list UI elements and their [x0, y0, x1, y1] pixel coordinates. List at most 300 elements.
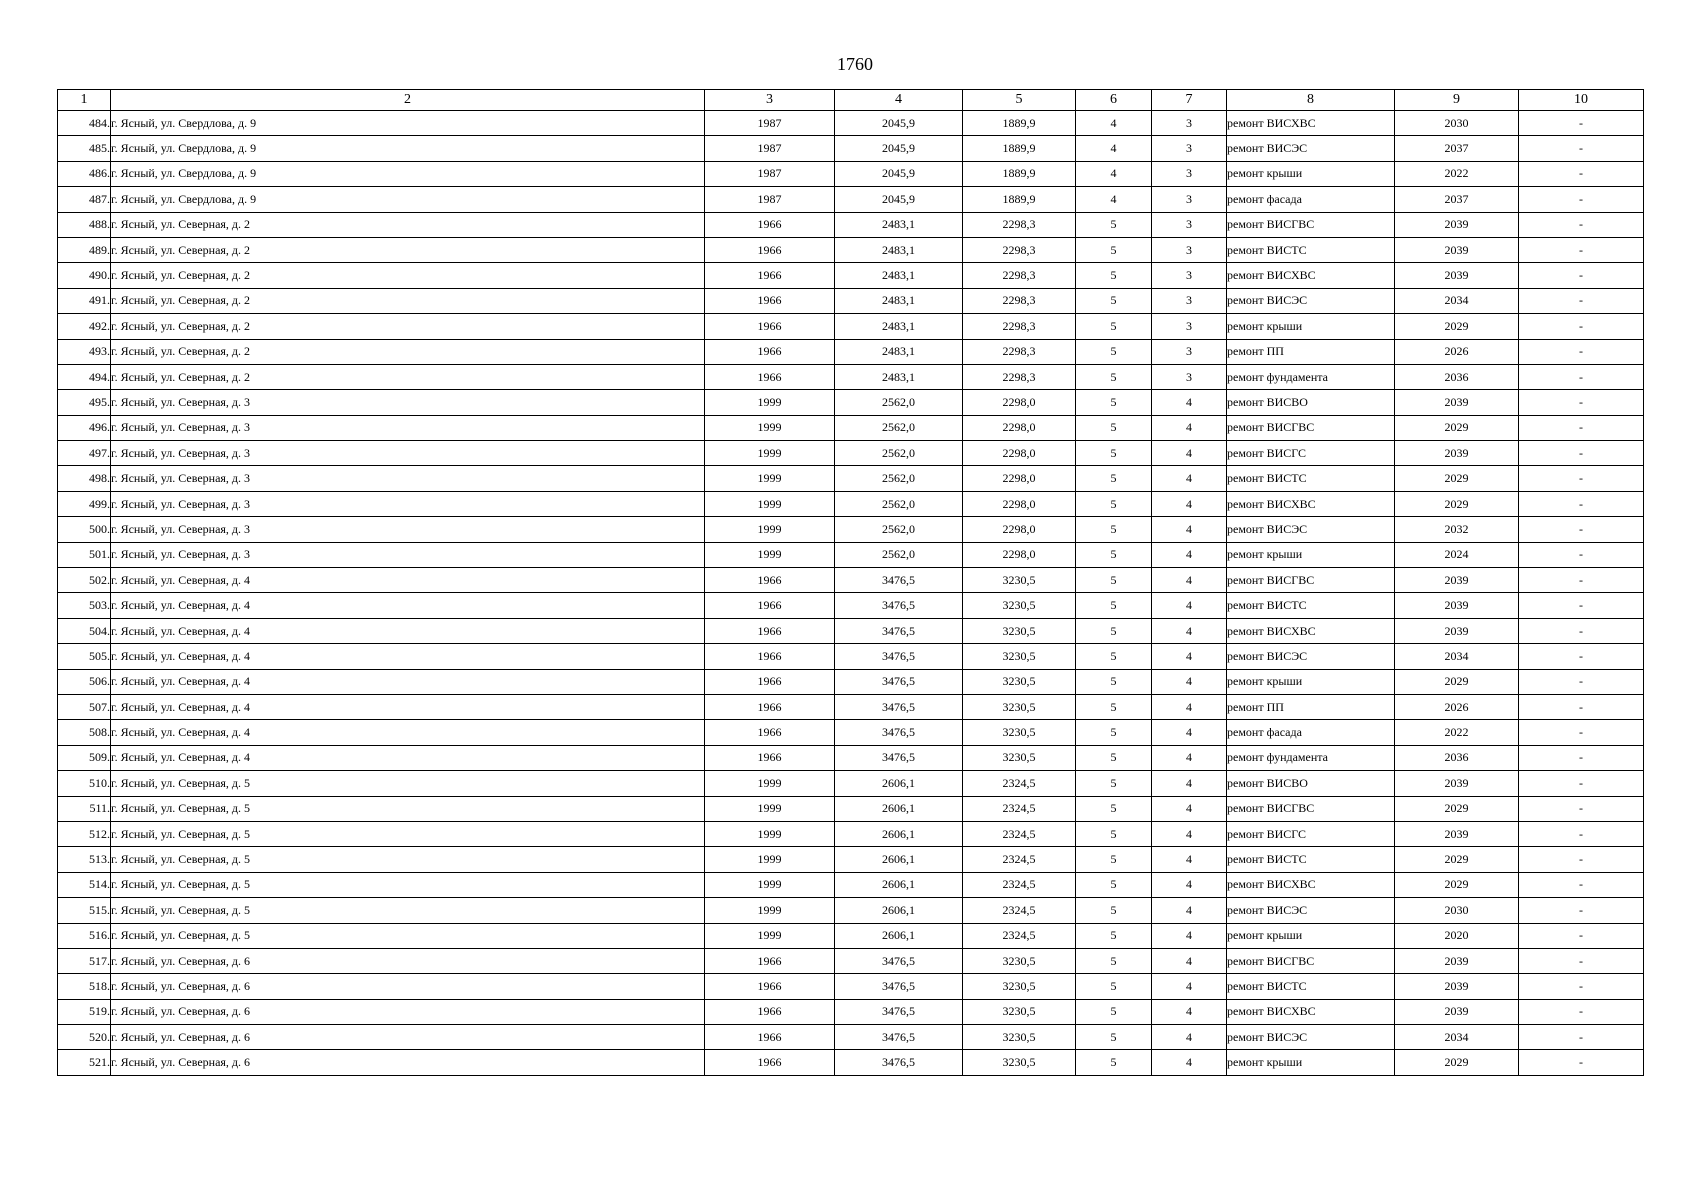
address-cell: г. Ясный, ул. Северная, д. 2: [111, 314, 705, 339]
total-area-cell: 2562,0: [835, 542, 963, 567]
address-cell: г. Ясный, ул. Северная, д. 2: [111, 263, 705, 288]
planned-year-cell: 2026: [1395, 339, 1519, 364]
total-area-cell: 3476,5: [835, 644, 963, 669]
year-built-cell: 1966: [705, 212, 835, 237]
year-built-cell: 1999: [705, 923, 835, 948]
floors-cell: 5: [1076, 669, 1152, 694]
row-number-cell: 511.: [58, 796, 111, 821]
floors-cell: 5: [1076, 1025, 1152, 1050]
row-number-cell: 484.: [58, 111, 111, 136]
table-row: [58, 644, 1644, 669]
row-number-cell: 498.: [58, 466, 111, 491]
total-area-cell: 3476,5: [835, 1025, 963, 1050]
floors-cell: 5: [1076, 314, 1152, 339]
floors-cell: 5: [1076, 1050, 1152, 1075]
total-area-cell: 2562,0: [835, 415, 963, 440]
row-number-cell: 490.: [58, 263, 111, 288]
total-area-cell: 2606,1: [835, 872, 963, 897]
note-cell: -: [1519, 948, 1644, 973]
total-area-cell: 3476,5: [835, 593, 963, 618]
total-area-cell: 2483,1: [835, 237, 963, 262]
total-area-cell: 3476,5: [835, 1050, 963, 1075]
row-number-cell: 512.: [58, 821, 111, 846]
planned-year-cell: 2030: [1395, 898, 1519, 923]
row-number-cell: 495.: [58, 390, 111, 415]
note-cell: -: [1519, 999, 1644, 1024]
address-cell: г. Ясный, ул. Северная, д. 3: [111, 466, 705, 491]
living-area-cell: 2324,5: [963, 796, 1076, 821]
address-cell: г. Ясный, ул. Северная, д. 3: [111, 491, 705, 516]
floors-cell: 5: [1076, 948, 1152, 973]
row-number-cell: 508.: [58, 720, 111, 745]
entrances-cell: 3: [1152, 339, 1227, 364]
year-built-cell: 1999: [705, 898, 835, 923]
note-cell: -: [1519, 263, 1644, 288]
work-type-cell: ремонт ВИСЭС: [1227, 1025, 1395, 1050]
living-area-cell: 2324,5: [963, 821, 1076, 846]
table-row: [58, 237, 1644, 262]
row-number-cell: 514.: [58, 872, 111, 897]
note-cell: -: [1519, 821, 1644, 846]
note-cell: -: [1519, 339, 1644, 364]
total-area-cell: 2562,0: [835, 390, 963, 415]
planned-year-cell: 2039: [1395, 441, 1519, 466]
floors-cell: 5: [1076, 898, 1152, 923]
year-built-cell: 1999: [705, 466, 835, 491]
address-cell: г. Ясный, ул. Северная, д. 2: [111, 237, 705, 262]
planned-year-cell: 2029: [1395, 491, 1519, 516]
table-row: [58, 593, 1644, 618]
floors-cell: 5: [1076, 694, 1152, 719]
living-area-cell: 3230,5: [963, 974, 1076, 999]
total-area-cell: 3476,5: [835, 948, 963, 973]
note-cell: -: [1519, 694, 1644, 719]
planned-year-cell: 2039: [1395, 974, 1519, 999]
year-built-cell: 1999: [705, 542, 835, 567]
table-row: [58, 187, 1644, 212]
note-cell: -: [1519, 923, 1644, 948]
table-row: [58, 390, 1644, 415]
note-cell: -: [1519, 1050, 1644, 1075]
entrances-cell: 4: [1152, 821, 1227, 846]
living-area-cell: 3230,5: [963, 745, 1076, 770]
note-cell: -: [1519, 136, 1644, 161]
work-type-cell: ремонт ПП: [1227, 339, 1395, 364]
address-cell: г. Ясный, ул. Северная, д. 4: [111, 720, 705, 745]
note-cell: -: [1519, 466, 1644, 491]
entrances-cell: 3: [1152, 136, 1227, 161]
planned-year-cell: 2039: [1395, 237, 1519, 262]
total-area-cell: 2483,1: [835, 314, 963, 339]
planned-year-cell: 2034: [1395, 644, 1519, 669]
table-row: [58, 542, 1644, 567]
row-number-cell: 513.: [58, 847, 111, 872]
work-type-cell: ремонт крыши: [1227, 1050, 1395, 1075]
total-area-cell: 2483,1: [835, 288, 963, 313]
entrances-cell: 4: [1152, 999, 1227, 1024]
note-cell: -: [1519, 542, 1644, 567]
address-cell: г. Ясный, ул. Свердлова, д. 9: [111, 136, 705, 161]
table-row: [58, 898, 1644, 923]
planned-year-cell: 2039: [1395, 618, 1519, 643]
column-header-3: 3: [705, 90, 835, 111]
entrances-cell: 4: [1152, 720, 1227, 745]
table-row: [58, 161, 1644, 186]
address-cell: г. Ясный, ул. Северная, д. 4: [111, 618, 705, 643]
planned-year-cell: 2039: [1395, 390, 1519, 415]
floors-cell: 5: [1076, 568, 1152, 593]
work-type-cell: ремонт ВИСХВС: [1227, 111, 1395, 136]
year-built-cell: 1966: [705, 1025, 835, 1050]
address-cell: г. Ясный, ул. Северная, д. 3: [111, 542, 705, 567]
row-number-cell: 504.: [58, 618, 111, 643]
address-cell: г. Ясный, ул. Северная, д. 4: [111, 644, 705, 669]
address-cell: г. Ясный, ул. Северная, д. 2: [111, 364, 705, 389]
floors-cell: 5: [1076, 593, 1152, 618]
living-area-cell: 2298,0: [963, 466, 1076, 491]
living-area-cell: 2324,5: [963, 771, 1076, 796]
living-area-cell: 2298,3: [963, 288, 1076, 313]
row-number-cell: 491.: [58, 288, 111, 313]
living-area-cell: 3230,5: [963, 669, 1076, 694]
column-header-7: 7: [1152, 90, 1227, 111]
work-type-cell: ремонт ВИСГВС: [1227, 212, 1395, 237]
floors-cell: 5: [1076, 441, 1152, 466]
work-type-cell: ремонт ВИСХВС: [1227, 263, 1395, 288]
address-cell: г. Ясный, ул. Северная, д. 4: [111, 669, 705, 694]
work-type-cell: ремонт фасада: [1227, 187, 1395, 212]
column-header-8: 8: [1227, 90, 1395, 111]
address-cell: г. Ясный, ул. Северная, д. 4: [111, 593, 705, 618]
year-built-cell: 1999: [705, 821, 835, 846]
table-row: [58, 771, 1644, 796]
address-cell: г. Ясный, ул. Северная, д. 5: [111, 898, 705, 923]
address-cell: г. Ясный, ул. Северная, д. 5: [111, 847, 705, 872]
table-row: [58, 1050, 1644, 1075]
living-area-cell: 2298,3: [963, 237, 1076, 262]
total-area-cell: 2045,9: [835, 111, 963, 136]
table-row: [58, 491, 1644, 516]
entrances-cell: 3: [1152, 314, 1227, 339]
note-cell: -: [1519, 314, 1644, 339]
column-header-4: 4: [835, 90, 963, 111]
planned-year-cell: 2037: [1395, 136, 1519, 161]
planned-year-cell: 2029: [1395, 466, 1519, 491]
row-number-cell: 500.: [58, 517, 111, 542]
row-number-cell: 518.: [58, 974, 111, 999]
address-cell: г. Ясный, ул. Северная, д. 6: [111, 974, 705, 999]
entrances-cell: 4: [1152, 923, 1227, 948]
entrances-cell: 4: [1152, 568, 1227, 593]
entrances-cell: 4: [1152, 1025, 1227, 1050]
entrances-cell: 4: [1152, 593, 1227, 618]
address-cell: г. Ясный, ул. Северная, д. 2: [111, 212, 705, 237]
planned-year-cell: 2029: [1395, 415, 1519, 440]
entrances-cell: 4: [1152, 948, 1227, 973]
address-cell: г. Ясный, ул. Северная, д. 4: [111, 568, 705, 593]
total-area-cell: 3476,5: [835, 669, 963, 694]
total-area-cell: 3476,5: [835, 999, 963, 1024]
total-area-cell: 2045,9: [835, 136, 963, 161]
planned-year-cell: 2030: [1395, 111, 1519, 136]
year-built-cell: 1999: [705, 517, 835, 542]
total-area-cell: 2606,1: [835, 898, 963, 923]
note-cell: -: [1519, 796, 1644, 821]
living-area-cell: 2324,5: [963, 847, 1076, 872]
total-area-cell: 2562,0: [835, 441, 963, 466]
planned-year-cell: 2039: [1395, 999, 1519, 1024]
floors-cell: 5: [1076, 796, 1152, 821]
work-type-cell: ремонт ВИСТС: [1227, 847, 1395, 872]
work-type-cell: ремонт ВИСТС: [1227, 593, 1395, 618]
entrances-cell: 4: [1152, 542, 1227, 567]
entrances-cell: 4: [1152, 847, 1227, 872]
work-type-cell: ремонт ВИСТС: [1227, 237, 1395, 262]
year-built-cell: 1966: [705, 314, 835, 339]
work-type-cell: ремонт ПП: [1227, 694, 1395, 719]
total-area-cell: 2606,1: [835, 847, 963, 872]
note-cell: -: [1519, 441, 1644, 466]
year-built-cell: 1966: [705, 237, 835, 262]
work-type-cell: ремонт фундамента: [1227, 745, 1395, 770]
year-built-cell: 1966: [705, 568, 835, 593]
year-built-cell: 1987: [705, 111, 835, 136]
living-area-cell: 2298,0: [963, 390, 1076, 415]
floors-cell: 5: [1076, 466, 1152, 491]
floors-cell: 5: [1076, 872, 1152, 897]
living-area-cell: 2298,3: [963, 339, 1076, 364]
living-area-cell: 3230,5: [963, 1025, 1076, 1050]
total-area-cell: 3476,5: [835, 694, 963, 719]
entrances-cell: 4: [1152, 466, 1227, 491]
floors-cell: 5: [1076, 339, 1152, 364]
table-row: [58, 694, 1644, 719]
total-area-cell: 2483,1: [835, 364, 963, 389]
work-type-cell: ремонт ВИСТС: [1227, 974, 1395, 999]
address-cell: г. Ясный, ул. Северная, д. 5: [111, 771, 705, 796]
year-built-cell: 1999: [705, 390, 835, 415]
work-type-cell: ремонт ВИСГВС: [1227, 948, 1395, 973]
address-cell: г. Ясный, ул. Северная, д. 4: [111, 745, 705, 770]
work-type-cell: ремонт ВИСВО: [1227, 390, 1395, 415]
entrances-cell: 4: [1152, 415, 1227, 440]
planned-year-cell: 2039: [1395, 948, 1519, 973]
table-row: [58, 796, 1644, 821]
year-built-cell: 1966: [705, 288, 835, 313]
address-cell: г. Ясный, ул. Свердлова, д. 9: [111, 187, 705, 212]
work-type-cell: ремонт ВИСЭС: [1227, 517, 1395, 542]
year-built-cell: 1966: [705, 720, 835, 745]
table-row: [58, 669, 1644, 694]
row-number-cell: 497.: [58, 441, 111, 466]
row-number-cell: 489.: [58, 237, 111, 262]
entrances-cell: 4: [1152, 441, 1227, 466]
floors-cell: 5: [1076, 720, 1152, 745]
table-row: [58, 415, 1644, 440]
planned-year-cell: 2029: [1395, 314, 1519, 339]
row-number-cell: 502.: [58, 568, 111, 593]
entrances-cell: 4: [1152, 644, 1227, 669]
living-area-cell: 3230,5: [963, 1050, 1076, 1075]
note-cell: -: [1519, 187, 1644, 212]
living-area-cell: 3230,5: [963, 999, 1076, 1024]
table-row: [58, 364, 1644, 389]
address-cell: г. Ясный, ул. Северная, д. 3: [111, 415, 705, 440]
planned-year-cell: 2020: [1395, 923, 1519, 948]
note-cell: -: [1519, 644, 1644, 669]
row-number-cell: 499.: [58, 491, 111, 516]
table-row: [58, 720, 1644, 745]
page-number: 1760: [837, 54, 873, 74]
header-row: [58, 90, 1644, 111]
table-row: [58, 111, 1644, 136]
living-area-cell: 2298,3: [963, 212, 1076, 237]
work-type-cell: ремонт ВИСХВС: [1227, 491, 1395, 516]
planned-year-cell: 2034: [1395, 288, 1519, 313]
entrances-cell: 4: [1152, 491, 1227, 516]
entrances-cell: 4: [1152, 694, 1227, 719]
floors-cell: 5: [1076, 618, 1152, 643]
year-built-cell: 1966: [705, 1050, 835, 1075]
work-type-cell: ремонт ВИСЭС: [1227, 898, 1395, 923]
total-area-cell: 2606,1: [835, 923, 963, 948]
year-built-cell: 1999: [705, 771, 835, 796]
address-cell: г. Ясный, ул. Северная, д. 6: [111, 1050, 705, 1075]
row-number-cell: 492.: [58, 314, 111, 339]
table-row: [58, 1025, 1644, 1050]
row-number-cell: 520.: [58, 1025, 111, 1050]
floors-cell: 5: [1076, 364, 1152, 389]
address-cell: г. Ясный, ул. Северная, д. 5: [111, 821, 705, 846]
table-row: [58, 288, 1644, 313]
work-type-cell: ремонт ВИСТС: [1227, 466, 1395, 491]
year-built-cell: 1999: [705, 796, 835, 821]
planned-year-cell: 2029: [1395, 872, 1519, 897]
column-header-6: 6: [1076, 90, 1152, 111]
table-row: [58, 441, 1644, 466]
planned-year-cell: 2034: [1395, 1025, 1519, 1050]
table-row: [58, 618, 1644, 643]
work-type-cell: ремонт ВИСЭС: [1227, 288, 1395, 313]
note-cell: -: [1519, 390, 1644, 415]
note-cell: -: [1519, 237, 1644, 262]
living-area-cell: 3230,5: [963, 568, 1076, 593]
total-area-cell: 2483,1: [835, 212, 963, 237]
table-row: [58, 821, 1644, 846]
total-area-cell: 3476,5: [835, 720, 963, 745]
table-row: [58, 923, 1644, 948]
planned-year-cell: 2037: [1395, 187, 1519, 212]
floors-cell: 5: [1076, 644, 1152, 669]
total-area-cell: 2562,0: [835, 491, 963, 516]
floors-cell: 5: [1076, 745, 1152, 770]
table-row: [58, 339, 1644, 364]
work-type-cell: ремонт фасада: [1227, 720, 1395, 745]
year-built-cell: 1999: [705, 491, 835, 516]
living-area-cell: 3230,5: [963, 618, 1076, 643]
planned-year-cell: 2039: [1395, 593, 1519, 618]
entrances-cell: 3: [1152, 111, 1227, 136]
work-type-cell: ремонт ВИСЭС: [1227, 644, 1395, 669]
note-cell: -: [1519, 288, 1644, 313]
year-built-cell: 1966: [705, 618, 835, 643]
table-row: [58, 568, 1644, 593]
planned-year-cell: 2024: [1395, 542, 1519, 567]
floors-cell: 4: [1076, 161, 1152, 186]
year-built-cell: 1966: [705, 263, 835, 288]
planned-year-cell: 2036: [1395, 745, 1519, 770]
entrances-cell: 4: [1152, 796, 1227, 821]
floors-cell: 5: [1076, 847, 1152, 872]
total-area-cell: 2606,1: [835, 796, 963, 821]
table-row: [58, 263, 1644, 288]
row-number-cell: 487.: [58, 187, 111, 212]
address-cell: г. Ясный, ул. Свердлова, д. 9: [111, 161, 705, 186]
address-cell: г. Ясный, ул. Свердлова, д. 9: [111, 111, 705, 136]
total-area-cell: 2606,1: [835, 771, 963, 796]
note-cell: -: [1519, 593, 1644, 618]
year-built-cell: 1966: [705, 669, 835, 694]
floors-cell: 5: [1076, 517, 1152, 542]
work-type-cell: ремонт ВИСЭС: [1227, 136, 1395, 161]
note-cell: -: [1519, 111, 1644, 136]
floors-cell: 5: [1076, 771, 1152, 796]
entrances-cell: 4: [1152, 974, 1227, 999]
year-built-cell: 1966: [705, 948, 835, 973]
row-number-cell: 505.: [58, 644, 111, 669]
entrances-cell: 3: [1152, 237, 1227, 262]
work-type-cell: ремонт ВИСХВС: [1227, 872, 1395, 897]
column-header-2: 2: [111, 90, 705, 111]
entrances-cell: 4: [1152, 771, 1227, 796]
address-cell: г. Ясный, ул. Северная, д. 6: [111, 1025, 705, 1050]
row-number-cell: 507.: [58, 694, 111, 719]
note-cell: -: [1519, 745, 1644, 770]
living-area-cell: 1889,9: [963, 161, 1076, 186]
entrances-cell: 4: [1152, 618, 1227, 643]
column-header-9: 9: [1395, 90, 1519, 111]
note-cell: -: [1519, 974, 1644, 999]
table-row: [58, 872, 1644, 897]
living-area-cell: 3230,5: [963, 720, 1076, 745]
row-number-cell: 519.: [58, 999, 111, 1024]
living-area-cell: 2298,0: [963, 441, 1076, 466]
year-built-cell: 1966: [705, 745, 835, 770]
living-area-cell: 1889,9: [963, 187, 1076, 212]
table-row: [58, 999, 1644, 1024]
address-cell: г. Ясный, ул. Северная, д. 4: [111, 694, 705, 719]
note-cell: -: [1519, 161, 1644, 186]
entrances-cell: 3: [1152, 288, 1227, 313]
entrances-cell: 3: [1152, 212, 1227, 237]
floors-cell: 5: [1076, 542, 1152, 567]
column-header-1: 1: [58, 90, 111, 111]
work-type-cell: ремонт ВИСВО: [1227, 771, 1395, 796]
entrances-cell: 4: [1152, 517, 1227, 542]
planned-year-cell: 2029: [1395, 669, 1519, 694]
living-area-cell: 2324,5: [963, 923, 1076, 948]
table-row: [58, 466, 1644, 491]
total-area-cell: 3476,5: [835, 618, 963, 643]
row-number-cell: 496.: [58, 415, 111, 440]
planned-year-cell: 2039: [1395, 263, 1519, 288]
living-area-cell: 3230,5: [963, 694, 1076, 719]
floors-cell: 5: [1076, 212, 1152, 237]
planned-year-cell: 2039: [1395, 821, 1519, 846]
floors-cell: 4: [1076, 136, 1152, 161]
year-built-cell: 1987: [705, 161, 835, 186]
total-area-cell: 2606,1: [835, 821, 963, 846]
